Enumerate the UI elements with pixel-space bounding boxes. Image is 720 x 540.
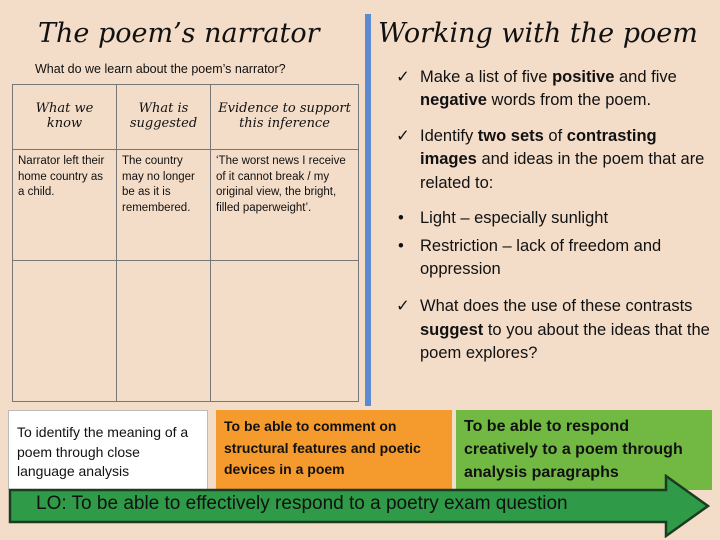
narrator-title: The poem’s narrator: [38, 18, 320, 49]
task-bold: positive: [552, 68, 615, 86]
bullet-restriction: [396, 235, 714, 282]
task-text: Make a list of five: [420, 68, 553, 86]
task-text: Identify: [420, 126, 478, 145]
cell-know: Narrator left their home country as a child.: [13, 150, 117, 261]
cell-empty: [117, 261, 211, 402]
bullet-icon: •: [398, 209, 404, 228]
task-text: words from the poem.: [486, 91, 652, 110]
outcome-box-structural-features: To be able to comment on structural features and poetic devices in a poem: [216, 410, 452, 490]
column-divider: [365, 14, 371, 406]
outcome-box-close-analysis: To identify the meaning of a poem through close language analysis: [8, 410, 208, 490]
task-contrasting-images: [396, 125, 714, 195]
narrator-table: [12, 84, 359, 402]
check-icon: ✓: [396, 126, 410, 145]
task-bold: suggest: [420, 320, 484, 339]
cell-empty: [13, 261, 117, 402]
learning-objective-text: LO: To be able to effectively respond to a poetry exam question: [36, 493, 568, 514]
task-bold: negative: [420, 91, 487, 110]
working-title: Working with the poem: [378, 18, 698, 49]
task-text: of: [543, 126, 567, 145]
bullet-text: Restriction – lack of freedom and oppression: [420, 236, 662, 278]
narrator-subtitle: What do we learn about the poem’s narrator?: [35, 62, 286, 76]
task-text: What does the use of these contrasts: [420, 297, 693, 316]
header-what-is-suggested: What is suggested: [117, 85, 211, 150]
table-row: [13, 150, 359, 261]
table-header-row: [13, 85, 359, 150]
bullet-icon: •: [398, 236, 404, 255]
cell-suggested: The country may no longer be as it is remembered.: [117, 150, 211, 261]
cell-evidence: ‘The worst news I receive of it cannot break / my original view, the bright, filled paperweight’.: [211, 150, 359, 261]
task-text: to you about the ideas that the poem explores?: [420, 320, 710, 363]
task-bold: two sets: [477, 126, 544, 145]
task-bold: contrasting images: [420, 126, 657, 169]
bullet-light: [396, 207, 714, 230]
bullet-text: Light – especially sunlight: [420, 209, 609, 228]
cell-empty: [211, 261, 359, 402]
header-evidence: Evidence to support this inference: [211, 85, 359, 150]
task-contrasts-suggest: [396, 295, 714, 365]
check-icon: ✓: [396, 297, 410, 316]
task-text: and ideas in the poem that are related to:: [420, 150, 705, 192]
table-row: [13, 261, 359, 402]
header-what-we-know: What we know: [13, 85, 117, 150]
task-positive-negative: [396, 66, 714, 113]
task-list: [396, 66, 714, 378]
task-text: and five: [614, 68, 677, 86]
outcome-box-creative-response: To be able to respond creatively to a poem through analysis paragraphs: [456, 410, 712, 490]
check-icon: ✓: [396, 68, 410, 86]
